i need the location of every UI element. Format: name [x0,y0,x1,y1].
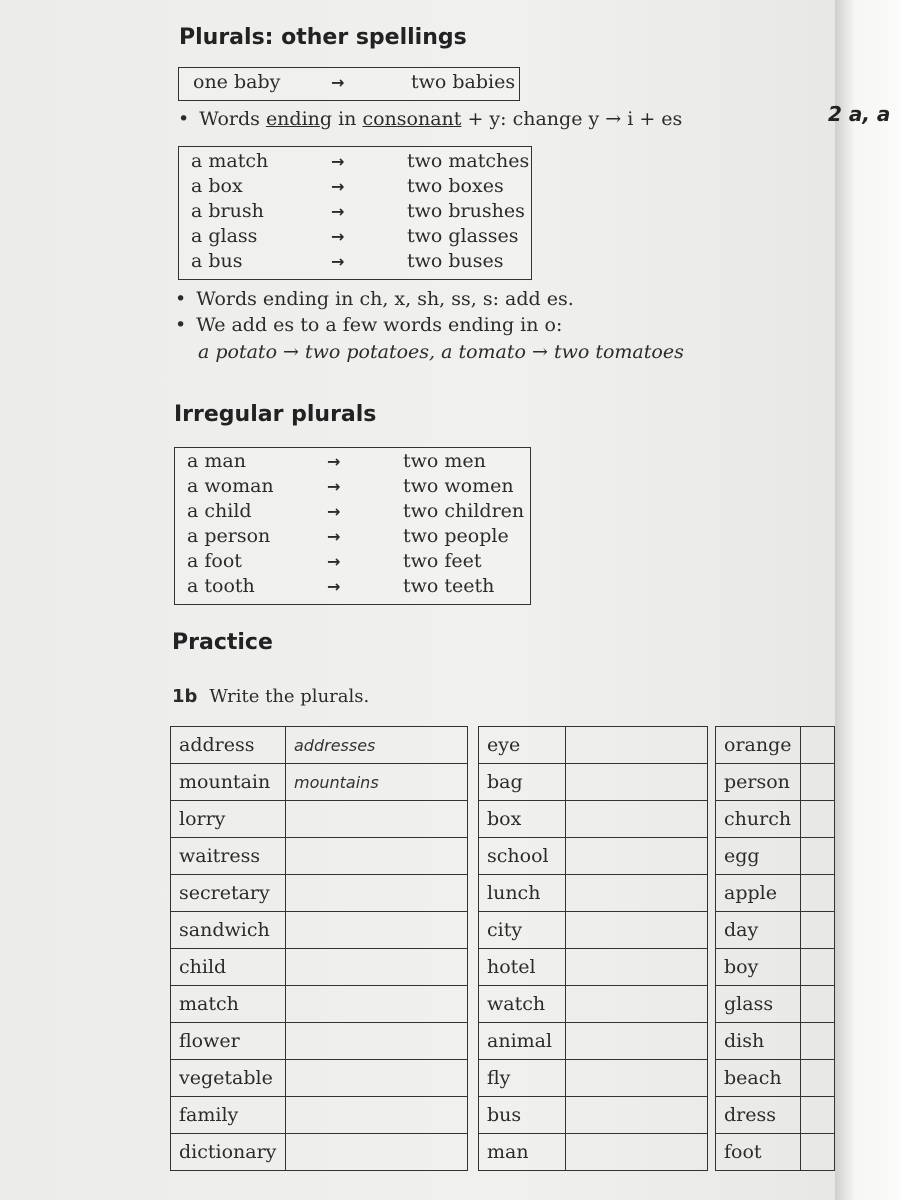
table-row [716,986,835,1023]
answer-field[interactable] [286,1060,468,1097]
table-row [171,727,468,764]
table-row [479,1060,708,1097]
singular-word: a child [187,500,252,522]
answer-field[interactable] [286,801,468,838]
section-title-spellings: Plurals: other spellings [179,25,467,50]
arrow-icon: → [331,202,345,221]
plural-word: two children [403,500,525,522]
word-cell: sandwich [171,912,286,949]
table-row [479,764,708,801]
plural-word: two matches [407,150,530,172]
plural-word: two feet [403,550,482,572]
plural-word: two buses [407,250,504,272]
word-cell: boy [716,949,801,986]
plural-word: two glasses [407,225,519,247]
plural-table-column-2 [478,726,708,1171]
answer-field[interactable] [566,1023,708,1060]
arrow-icon: → [331,252,345,271]
plural-word: two teeth [403,575,495,597]
table-row [171,912,468,949]
answer-field[interactable] [566,838,708,875]
plural-word: two brushes [407,200,525,222]
word-cell: mountain [171,764,286,801]
plural-word: two women [403,475,514,497]
word-cell: beach [716,1060,801,1097]
word-cell: family [171,1097,286,1134]
bullet-icon: • [175,314,187,336]
table-row [716,838,835,875]
word-cell: animal [479,1023,566,1060]
table-row [479,727,708,764]
arrow-icon: → [327,502,341,521]
answer-field[interactable] [800,1023,835,1060]
answer-field[interactable] [286,1134,468,1171]
singular-word: a man [187,450,246,472]
singular-word: one baby [193,71,281,93]
arrow-icon: → [327,452,341,471]
table-row [716,1023,835,1060]
word-cell: church [716,801,801,838]
table-row [716,727,835,764]
word-cell: dictionary [171,1134,286,1171]
arrow-icon: → [331,73,345,92]
answer-field[interactable] [566,1134,708,1171]
answer-field[interactable] [800,727,835,764]
table-row [716,801,835,838]
answer-field[interactable] [800,1134,835,1171]
word-cell: orange [716,727,801,764]
word-cell: vegetable [171,1060,286,1097]
word-cell: flower [171,1023,286,1060]
section-title-practice: Practice [172,630,273,655]
answer-field[interactable]: mountains [286,764,468,801]
answer-field[interactable] [286,838,468,875]
exercise-number: 1b [172,686,198,707]
arrow-icon: → [327,577,341,596]
word-cell: bus [479,1097,566,1134]
word-cell: day [716,912,801,949]
answer-field[interactable] [566,727,708,764]
table-row [716,912,835,949]
word-cell: child [171,949,286,986]
table-row [716,1060,835,1097]
singular-word: a woman [187,475,274,497]
word-cell: city [479,912,566,949]
answer-field[interactable] [800,986,835,1023]
plural-table-column-1 [170,726,468,1171]
answer-field[interactable] [566,949,708,986]
arrow-icon: → [327,527,341,546]
word-cell: lunch [479,875,566,912]
table-row [716,1134,835,1171]
word-cell: eye [479,727,566,764]
word-cell: box [479,801,566,838]
answer-field[interactable] [286,875,468,912]
exercise-instruction: 1b Write the plurals. [172,686,370,707]
word-cell: egg [716,838,801,875]
potato-tomato-example: a potato → two potatoes, a tomato → two tomatoes [198,341,684,363]
word-cell: watch [479,986,566,1023]
singular-word: a foot [187,550,242,572]
bullet-icon: • [175,288,187,310]
arrow-icon: → [327,477,341,496]
singular-word: a brush [191,200,264,222]
answer-field[interactable] [286,1023,468,1060]
answer-field[interactable] [566,875,708,912]
table-row [171,875,468,912]
answer-field[interactable] [286,986,468,1023]
word-cell: secretary [171,875,286,912]
answer-field[interactable]: addresses [286,727,468,764]
word-cell: waitress [171,838,286,875]
answer-field[interactable] [800,949,835,986]
singular-word: a match [191,150,269,172]
section-title-irregular: Irregular plurals [174,402,377,427]
answer-field[interactable] [566,764,708,801]
word-cell: person [716,764,801,801]
table-row [171,764,468,801]
word-cell: foot [716,1134,801,1171]
table-row [171,986,468,1023]
facing-page-heading: 2 a, a [828,102,891,126]
answer-field[interactable] [566,1060,708,1097]
table-row [479,838,708,875]
word-cell: fly [479,1060,566,1097]
word-cell: match [171,986,286,1023]
es-examples-box [178,146,532,280]
table-row [171,1097,468,1134]
facing-page-edge [835,0,900,1200]
rule-add-es: • Words ending in ch, x, sh, ss, s: add es. [175,288,574,310]
table-row [479,912,708,949]
answer-field[interactable] [800,801,835,838]
table-row [171,838,468,875]
singular-word: a box [191,175,243,197]
word-cell: apple [716,875,801,912]
answer-field[interactable] [800,1097,835,1134]
answer-field[interactable] [800,838,835,875]
table-row [716,949,835,986]
table-row [171,1060,468,1097]
table-row [479,1134,708,1171]
word-cell: address [171,727,286,764]
rule-o-ending: • We add es to a few words ending in o: [175,314,563,336]
bullet-icon: • [178,108,190,130]
table-row [171,1134,468,1171]
plural-word: two men [403,450,486,472]
answer-field[interactable] [566,912,708,949]
answer-field[interactable] [286,912,468,949]
singular-word: a tooth [187,575,255,597]
plural-word: two people [403,525,509,547]
table-row [716,875,835,912]
plural-table-column-3 [715,726,835,1171]
table-row [171,949,468,986]
table-row [479,949,708,986]
word-cell: man [479,1134,566,1171]
word-cell: bag [479,764,566,801]
table-row [716,764,835,801]
table-row [479,801,708,838]
table-row [716,1097,835,1134]
arrow-icon: → [331,152,345,171]
irregular-examples-box [174,447,531,605]
singular-word: a bus [191,250,243,272]
table-row [479,875,708,912]
singular-word: a glass [191,225,258,247]
answer-field[interactable] [286,949,468,986]
answer-field[interactable] [566,1097,708,1134]
word-cell: school [479,838,566,875]
arrow-icon: → [331,177,345,196]
answer-field[interactable] [800,875,835,912]
word-cell: dish [716,1023,801,1060]
plural-word: two babies [411,71,516,93]
table-row [479,1097,708,1134]
rule-consonant-y: • Words ending in consonant + y: change y → i + es [178,108,683,130]
word-cell: hotel [479,949,566,986]
answer-field[interactable] [800,764,835,801]
singular-word: a person [187,525,271,547]
word-cell: lorry [171,801,286,838]
arrow-icon: → [327,552,341,571]
word-cell: dress [716,1097,801,1134]
answer-field[interactable] [286,1097,468,1134]
table-row [171,1023,468,1060]
answer-field[interactable] [800,1060,835,1097]
table-row [479,986,708,1023]
arrow-icon: → [331,227,345,246]
answer-field[interactable] [566,986,708,1023]
table-row [479,1023,708,1060]
answer-field[interactable] [566,801,708,838]
word-cell: glass [716,986,801,1023]
answer-field[interactable] [800,912,835,949]
plural-word: two boxes [407,175,504,197]
baby-example-box [178,67,520,101]
table-row [171,801,468,838]
